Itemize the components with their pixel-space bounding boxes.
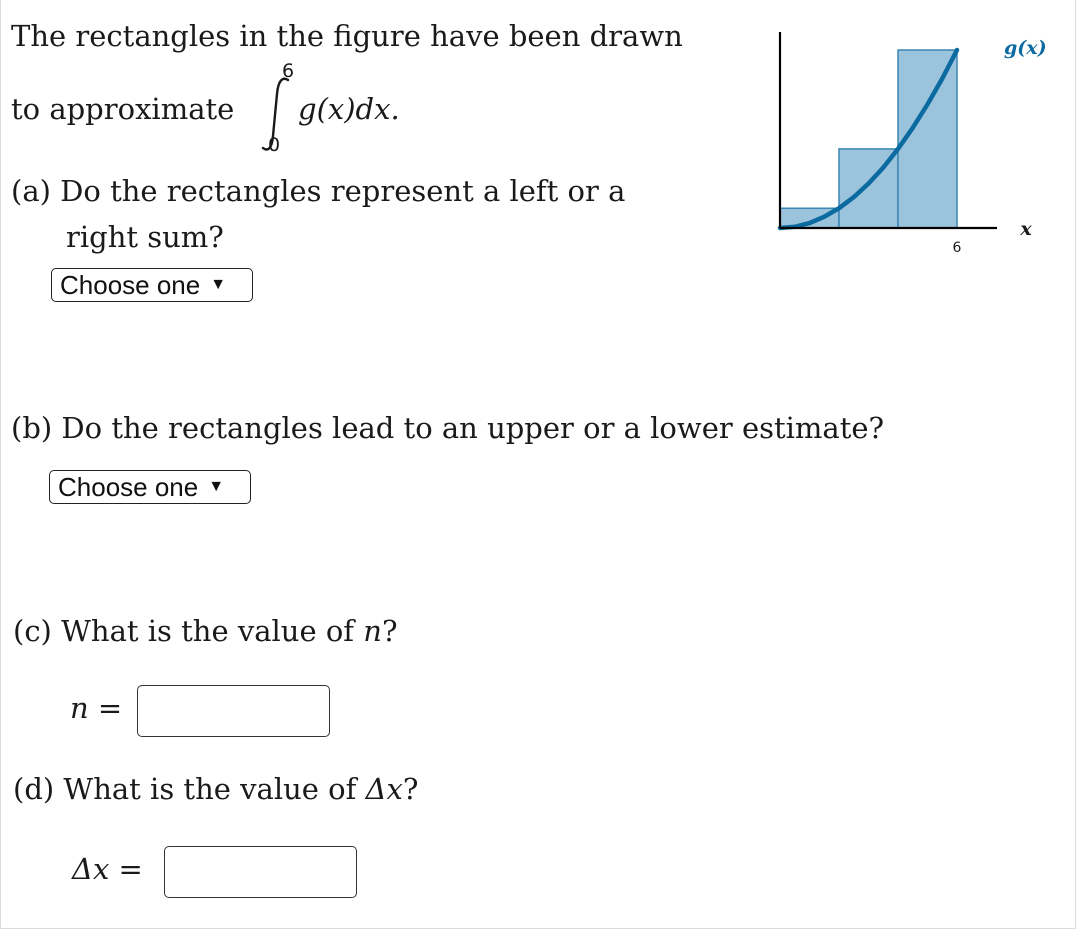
integral-lower-limit: 0 [268, 134, 281, 156]
part-a-line-1: (a) Do the rectangles represent a left or a [11, 174, 626, 208]
part-c-prefix: (c) What is the value of [13, 614, 364, 648]
function-label: g(x) [1004, 37, 1047, 59]
part-a-select-label: Choose one [60, 270, 201, 300]
part-d-prefix: (d) What is the value of [13, 772, 366, 806]
riemann-sum-figure [760, 20, 1060, 270]
part-d-suffix: ? [402, 772, 419, 806]
dropdown-arrow-icon: ▼ [208, 478, 225, 495]
part-d-variable: Δx [365, 772, 403, 806]
integral-upper-limit: 6 [282, 60, 295, 82]
x-tick-label: 6 [952, 240, 962, 256]
x-axis-label: x [1020, 218, 1032, 240]
delta-x-input-label: Δx = [72, 852, 143, 886]
dropdown-arrow-icon: ▼ [210, 276, 227, 293]
n-input-label: n = [70, 691, 123, 725]
rectangles-layer [780, 50, 957, 228]
n-input[interactable] [137, 685, 330, 737]
part-b-select-label: Choose one [58, 472, 199, 502]
intro-line-1: The rectangles in the figure have been drawn [11, 19, 683, 53]
integrand: g(x)dx. [298, 92, 400, 126]
part-b-select[interactable] [49, 470, 251, 504]
part-c-variable: n [363, 614, 382, 648]
part-d-text [13, 772, 419, 806]
part-c-suffix: ? [381, 614, 398, 648]
part-a-select[interactable] [51, 268, 253, 302]
intro-line-2: to approximate [11, 92, 235, 126]
part-a-line-2: right sum? [66, 220, 224, 254]
delta-x-input[interactable] [164, 846, 357, 898]
part-c-text [13, 614, 398, 648]
part-b-text: (b) Do the rectangles lead to an upper or a lower estimate? [11, 411, 885, 445]
